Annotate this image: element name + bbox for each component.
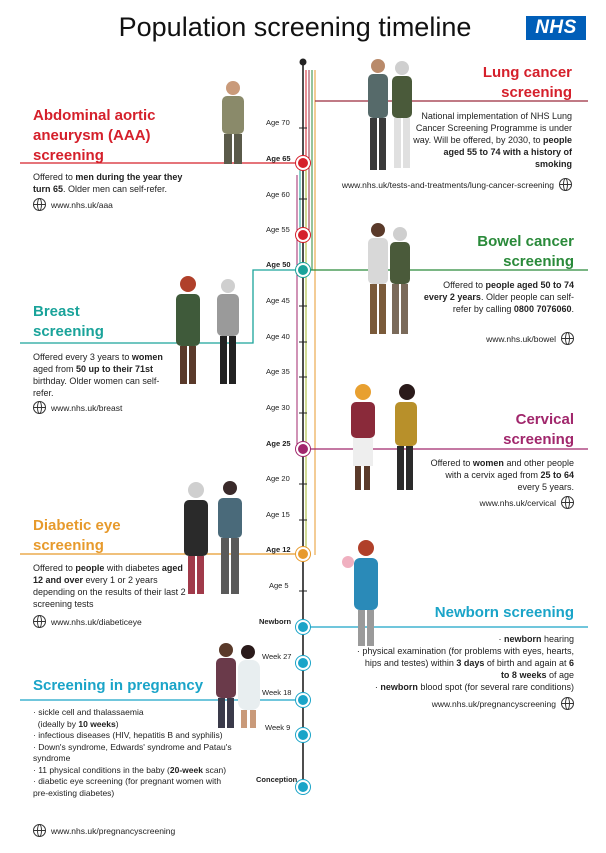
age-label-30: Age 30 xyxy=(266,403,290,412)
newborn-mother-illustration xyxy=(340,536,390,648)
age-label-35: Age 35 xyxy=(266,367,290,376)
age-label-conception: Conception xyxy=(256,775,298,784)
age-label-65: Age 65 xyxy=(266,154,291,163)
bowel-title: Bowel cancer screening xyxy=(477,233,574,270)
globe-icon xyxy=(559,178,572,191)
newborn-title: Newborn screening xyxy=(434,604,574,621)
age-label-20: Age 20 xyxy=(266,474,290,483)
aaa-link[interactable]: www.nhs.uk/aaa xyxy=(33,198,113,211)
age-label-55: Age 55 xyxy=(266,225,290,234)
bowel-link[interactable]: www.nhs.uk/bowel xyxy=(420,332,574,345)
globe-icon xyxy=(561,332,574,345)
globe-icon xyxy=(33,198,46,211)
diabetic-link[interactable]: www.nhs.uk/diabeticeye xyxy=(33,615,142,628)
cervical-women-illustration xyxy=(345,380,435,492)
lung-link[interactable]: www.nhs.uk/tests-and-treatments/lung-cancer-screening xyxy=(300,178,572,191)
age-label-5: Age 5 xyxy=(269,581,289,590)
age-label-25: Age 25 xyxy=(266,439,291,448)
list-item: (ideally by 10 weeks) xyxy=(37,718,119,729)
breast-women-illustration xyxy=(170,272,250,388)
newborn-link[interactable]: www.nhs.uk/pregnancyscreening xyxy=(380,697,574,710)
globe-icon xyxy=(33,615,46,628)
pregnancy-list xyxy=(33,707,233,799)
age-label-week27: Week 27 xyxy=(262,652,292,661)
age-label-week9: Week 9 xyxy=(265,723,291,732)
lung-description: National implementation of NHS Lung Cancer Screening Programme is under way. Will be offered, by 2030, to people aged 55 to 74 with a history of smoking xyxy=(413,111,572,169)
lung-couple-illustration xyxy=(360,56,420,174)
age-label-12: Age 12 xyxy=(266,545,291,554)
nhs-logo: NHS xyxy=(526,16,586,40)
list-item: · Down's syndrome, Edwards' syndrome and Patau's syndrome xyxy=(33,741,232,763)
breast-description: Offered every 3 years to women aged from 50 up to their 71st birthday. Older women can self-refer. xyxy=(33,352,163,398)
age-label-60: Age 60 xyxy=(266,190,290,199)
list-item: · diabetic eye screening (for pregnant women with pre-existing diabetes) xyxy=(33,776,222,798)
cervical-link[interactable]: www.nhs.uk/cervical xyxy=(420,496,574,509)
breast-title: Breast screening xyxy=(33,303,104,340)
pregnancy-couple-illustration xyxy=(210,640,266,732)
diabetic-title: Diabetic eye screening xyxy=(33,517,121,554)
bowel-description: Offered to people aged 50 to 74 every 2 years. Older people can self-refer by calling 0800 7076060. xyxy=(423,280,574,314)
pregnancy-title: Screening in pregnancy xyxy=(33,677,204,694)
diabetic-description: Offered to people with diabetes aged 12 and over every 1 or 2 years depending on the results of their last 2 screening tests xyxy=(33,563,186,609)
globe-icon xyxy=(561,496,574,509)
globe-icon xyxy=(33,824,46,837)
lung-title: Lung cancer screening xyxy=(482,64,572,101)
diabetic-people-illustration xyxy=(178,478,250,598)
cervical-description: Offered to women and other people with a cervix aged from 25 to 64 every 5 years. xyxy=(430,458,574,492)
globe-icon xyxy=(561,697,574,710)
newborn-description: · newborn hearing · physical examination (for problems with eyes, hearts, hips and testes) within 3 days of birth and again at 6 to 8 weeks of age · newborn blood spot (for several rare conditions) xyxy=(356,634,574,692)
bowel-couple-illustration xyxy=(362,220,417,338)
aaa-man-illustration xyxy=(208,78,258,170)
timeline-top-cap xyxy=(300,59,307,66)
pregnancy-link[interactable]: www.nhs.uk/pregnancyscreening xyxy=(33,824,175,837)
age-label-15: Age 15 xyxy=(266,510,290,519)
age-label-70: Age 70 xyxy=(266,118,290,127)
list-item: · sickle cell and thalassaemia xyxy=(33,707,144,717)
breast-link[interactable]: www.nhs.uk/breast xyxy=(33,401,122,414)
page-title: Population screening timeline xyxy=(118,12,472,42)
age-label-40: Age 40 xyxy=(266,332,290,341)
cervical-title: Cervical screening xyxy=(503,411,574,448)
age-label-week18: Week 18 xyxy=(262,688,292,697)
globe-icon xyxy=(33,401,46,414)
age-label-50: Age 50 xyxy=(266,260,291,269)
aaa-title: Abdominal aortic aneurysm (AAA) screening xyxy=(33,107,156,164)
list-item: · infectious diseases (HIV, hepatitis B and syphilis) xyxy=(33,730,223,740)
age-label-45: Age 45 xyxy=(266,296,290,305)
aaa-description: Offered to men during the year they turn 65. Older men can self-refer. xyxy=(33,172,183,194)
age-label-newborn: Newborn xyxy=(259,617,292,626)
list-item: · 11 physical conditions in the baby (20-week scan) xyxy=(33,764,227,775)
